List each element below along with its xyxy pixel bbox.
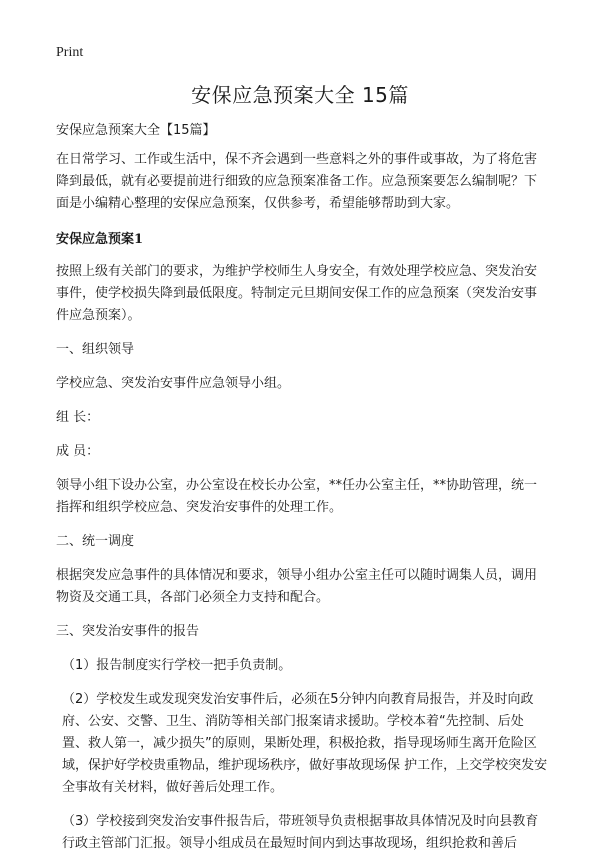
paragraph-1: 按照上级有关部门的要求，为维护学校师生人身安全，有效处理学校应急、突发治安事件，使学校损失降到最低限度。特制定元旦期间安保工作的应急预案（突发治安事件应急预案）。 — [56, 264, 538, 323]
section-heading: 安保应急预案1 — [56, 232, 144, 247]
subtitle: 安保应急预案大全【15篇】 — [56, 123, 216, 138]
paragraph-6: 根据突发应急事件的具体情况和要求，领导小组办公室主任可以随时调集人员，调用物资及交通工具，各部门必须全力支持和配合。 — [56, 568, 538, 605]
heading-report: 三、突发治安事件的报告 — [56, 624, 200, 639]
paragraph-9: （3）学校接到突发治安事件报告后，带班领导负责根据事故具体情况及时向县教育行政主管部门汇报。领导小组成员在最短时间内到达事故现场，组织抢救和善后 — [62, 814, 539, 851]
print-link[interactable]: Print — [56, 45, 84, 60]
paragraph-8: （2）学校发生或发现突发治安事件后，必须在5分钟内向教育局报告，并及时向政府、公安、交警、卫生、消防等相关部门报案请求援助。学校本着“先控制、后处置、救人第一，减少损失”的原则，果断处理，积极抢救，指导现场师生离开危险区域，保护好学校贵重物品，维护现场秩序，做好事故现场保 护工作，上交学校突发安全事故有关材料，做好善后处理工作。 — [62, 692, 548, 795]
team-leader-line: 组 长： — [56, 410, 100, 425]
heading-organization: 一、组织领导 — [56, 342, 135, 357]
paragraph-7: （1）报告制度实行学校一把手负责制。 — [62, 658, 292, 673]
article-body — [56, 120, 548, 855]
heading-dispatch: 二、统一调度 — [56, 534, 135, 549]
page-title: 安保应急预案大全 15篇 — [191, 83, 409, 107]
intro-paragraph: 在日常学习、工作或生活中，保不齐会遇到一些意料之外的事件或事故，为了将危害降到最低，就有必要提前进行细致的应急预案准备工作。应急预案要怎么编制呢？下面是小编精心整理的安保应急预案，仅供参考，希望能够帮助到大家。 — [56, 152, 538, 211]
paragraph-5: 领导小组下设办公室，办公室设在校长办公室，**任办公室主任，**协助管理，统一指挥和组织学校应急、突发治安事件的处理工作。 — [56, 478, 538, 515]
team-members-line: 成 员： — [56, 444, 100, 459]
paragraph-2: 学校应急、突发治安事件应急领导小组。 — [56, 376, 291, 391]
